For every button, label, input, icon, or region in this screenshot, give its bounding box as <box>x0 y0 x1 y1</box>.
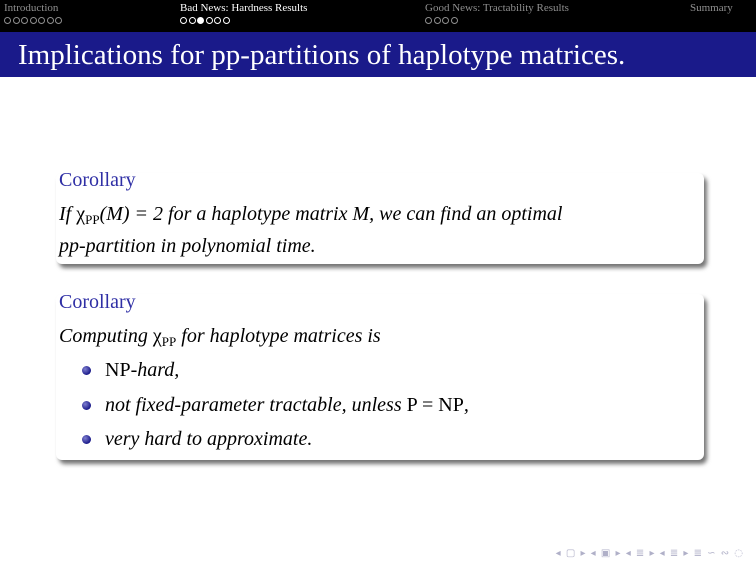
nav-section-hardness[interactable] <box>180 2 307 14</box>
frame-title-bar <box>0 32 756 77</box>
bullet-icon <box>82 366 91 375</box>
list-item <box>105 427 312 451</box>
nav-section-tractability[interactable] <box>425 2 569 14</box>
chi-symbol: χ <box>152 325 162 347</box>
list-item <box>105 358 179 382</box>
nav-section-summary[interactable] <box>690 2 733 14</box>
current-slide-dot[interactable] <box>197 17 204 24</box>
nav-section-introduction[interactable] <box>4 2 58 14</box>
navigation-bar <box>0 0 756 32</box>
text-segment: not fixed-parameter tractable, unless <box>105 394 407 416</box>
block-title: Corollary <box>59 291 136 313</box>
block-body <box>59 201 562 259</box>
subsection-dot[interactable] <box>442 17 449 24</box>
nav-section-label: Introduction <box>4 2 59 14</box>
nav-section-label: Summary <box>690 2 733 14</box>
beamer-navigation-icons[interactable]: ◂ ▢ ▸ ◂ ▣ ▸ ◂ ≣ ▸ ◂ ≣ ▸ ≣ ∽ ∾ ◌ <box>555 548 744 559</box>
text-segment: -hard, <box>130 359 180 381</box>
text-segment: for haplotype matrices is <box>176 325 381 347</box>
corollary-block-1 <box>56 169 704 264</box>
text-segment: Computing <box>59 325 153 347</box>
text-segment: NP <box>105 359 131 381</box>
subsection-dot[interactable] <box>434 17 441 24</box>
subsection-dot[interactable] <box>180 17 187 24</box>
subsection-dot[interactable] <box>451 17 458 24</box>
list-item <box>105 393 469 417</box>
text-segment: If <box>59 203 77 225</box>
nav-dots-hardness <box>180 17 230 25</box>
text-segment: , <box>463 394 469 416</box>
nav-section-label: Good News: Tractability Results <box>425 2 569 14</box>
subsection-dot[interactable] <box>206 17 213 24</box>
nav-section-label: Bad News: Hardness Results <box>180 2 308 14</box>
corollary-line-2: pp-partition in polynomial time. <box>59 235 316 257</box>
nav-dots-introduction <box>4 17 62 25</box>
corollary-line-1 <box>59 201 562 233</box>
subsection-dot[interactable] <box>21 17 28 24</box>
bullet-icon <box>82 401 91 410</box>
subscript: PP <box>161 334 177 349</box>
subsection-dot[interactable] <box>30 17 37 24</box>
text-segment: (M) = 2 for a haplotype matrix M, we can find an optimal <box>99 203 563 225</box>
subsection-dot[interactable] <box>223 17 230 24</box>
corollary-block-2 <box>56 291 704 460</box>
subsection-dot[interactable] <box>425 17 432 24</box>
frame-title: Implications for pp-partitions of haplotype matrices. <box>18 39 626 71</box>
block-body <box>59 323 381 355</box>
block-title: Corollary <box>59 169 136 191</box>
subsection-dot[interactable] <box>47 17 54 24</box>
nav-dots-tractability <box>425 17 458 25</box>
subscript: PP <box>85 212 100 227</box>
text-segment: very hard to approximate. <box>105 428 313 450</box>
subsection-dot[interactable] <box>55 17 62 24</box>
subsection-dot[interactable] <box>38 17 45 24</box>
text-segment: P = NP <box>406 394 464 416</box>
chi-symbol: χ <box>76 203 86 225</box>
subsection-dot[interactable] <box>214 17 221 24</box>
subsection-dot[interactable] <box>4 17 11 24</box>
subsection-dot[interactable] <box>13 17 20 24</box>
bullet-icon <box>82 435 91 444</box>
subsection-dot[interactable] <box>189 17 196 24</box>
